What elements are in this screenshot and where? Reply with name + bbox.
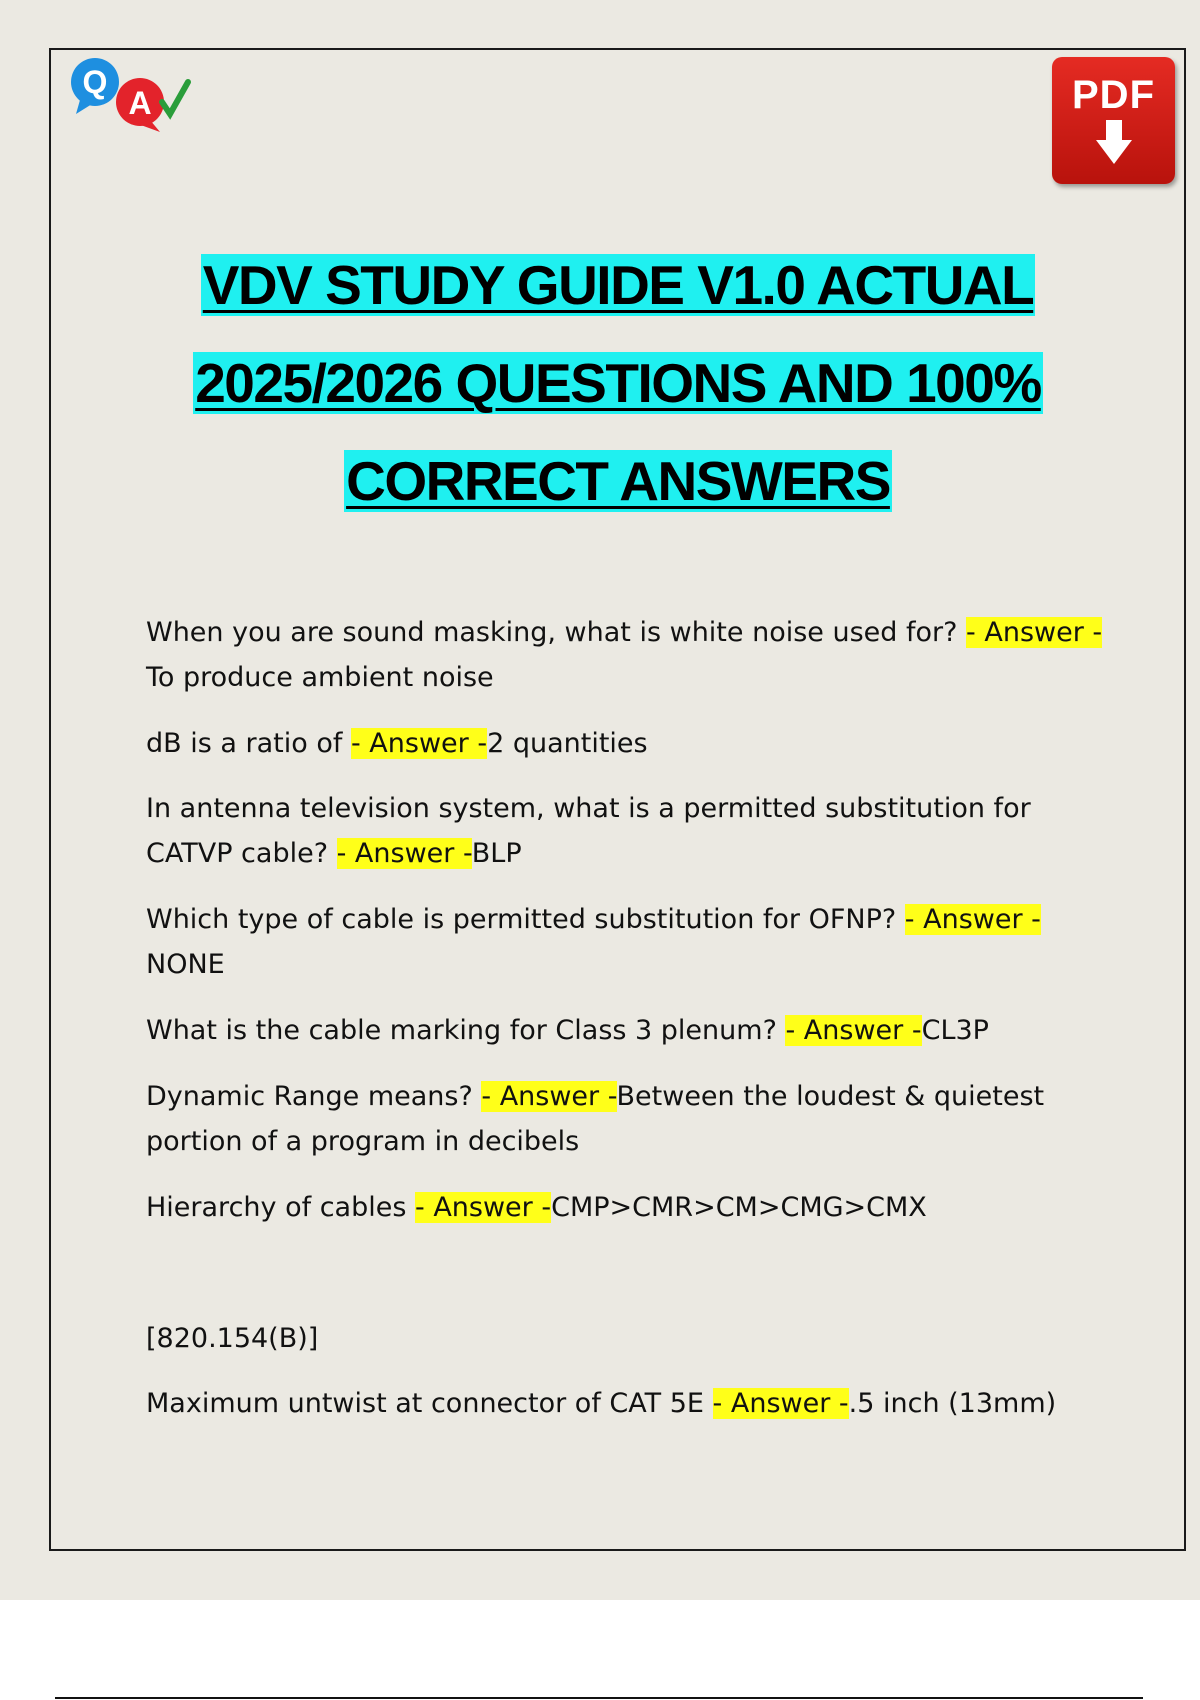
reference-text: [820.154(B)] xyxy=(146,1323,319,1354)
qa-item xyxy=(146,1185,1106,1230)
qa-item xyxy=(146,610,1106,700)
logo-q: Q xyxy=(82,64,108,100)
answer-marker: - Answer - xyxy=(350,728,488,759)
answer-marker: - Answer - xyxy=(904,904,1041,935)
answer-marker: - Answer - xyxy=(336,838,472,869)
question-text: dB is a ratio of xyxy=(146,728,351,759)
qa-check-logo xyxy=(68,56,198,136)
answer-marker: - Answer - xyxy=(966,617,1103,648)
question-text: When you are sound masking, what is white noise used for? xyxy=(146,617,967,648)
answer-text: CMP>CMR>CM>CMG>CMX xyxy=(551,1192,927,1223)
answer-marker: - Answer - xyxy=(785,1015,922,1046)
answer-text: .5 inch (13mm) xyxy=(848,1388,1057,1419)
document-title xyxy=(100,236,1136,530)
bottom-divider xyxy=(55,1697,1143,1699)
qa-item xyxy=(146,1074,1106,1164)
answer-text: Between the loudest & quietest portion of a program in decibels xyxy=(146,1081,1045,1157)
qa-item xyxy=(146,1381,1106,1426)
answer-text: NONE xyxy=(146,949,225,980)
title-line-3: CORRECT ANSWERS xyxy=(346,450,890,512)
answer-text: To produce ambient noise xyxy=(146,662,494,693)
title-line-1: VDV STUDY GUIDE V1.0 ACTUAL xyxy=(202,254,1034,316)
answer-marker: - Answer - xyxy=(712,1388,849,1419)
qa-item xyxy=(146,897,1106,987)
logo-a: A xyxy=(128,85,152,121)
answer-marker: - Answer - xyxy=(481,1081,617,1112)
question-text: Dynamic Range means? xyxy=(146,1081,482,1112)
question-text: What is the cable marking for Class 3 plenum? xyxy=(146,1015,786,1046)
question-text: Hierarchy of cables xyxy=(146,1192,415,1223)
qa-item xyxy=(146,721,1106,766)
question-text: In antenna television system, what is a permitted substitution for CATVP cable? xyxy=(146,793,1031,869)
qa-item xyxy=(146,1008,1106,1053)
answer-text: 2 quantities xyxy=(487,728,648,759)
qa-item xyxy=(146,786,1106,876)
pdf-label: PDF xyxy=(1072,73,1155,117)
answer-text: CL3P xyxy=(921,1015,989,1046)
question-text: Maximum untwist at connector of CAT 5E xyxy=(146,1388,713,1419)
title-line-2: 2025/2026 QUESTIONS AND 100% xyxy=(195,352,1041,414)
reference-note xyxy=(146,1316,1106,1361)
download-arrow-icon xyxy=(1094,120,1134,166)
question-text: Which type of cable is permitted substitution for OFNP? xyxy=(146,904,905,935)
pdf-download-icon[interactable] xyxy=(1052,57,1175,184)
answer-marker: - Answer - xyxy=(415,1192,552,1223)
answer-text: BLP xyxy=(471,838,522,869)
